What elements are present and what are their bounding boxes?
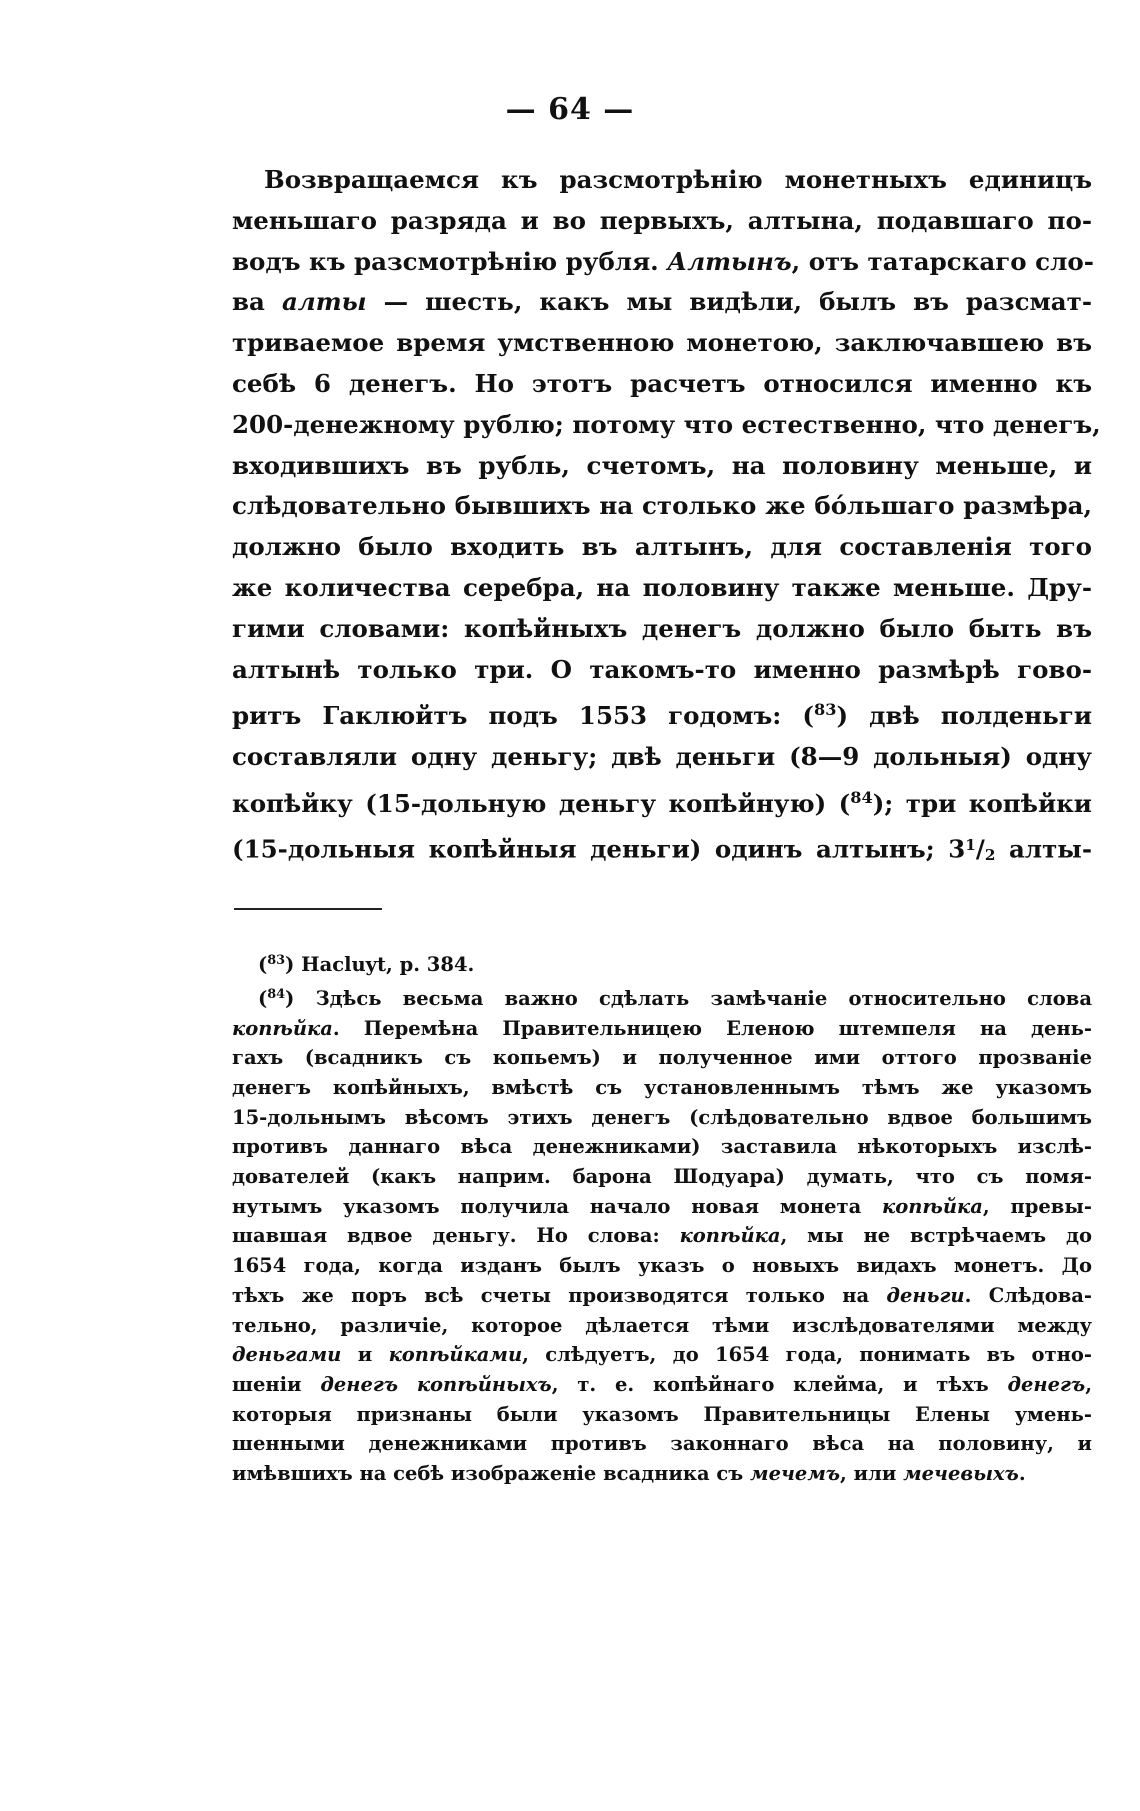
text-line: 200-денежному рублю; потому что естественно, что денегъ, [232,409,1101,439]
text-line: водъ къ разсмотрѣнію рубля. Алтынъ, отъ татарскаго сло- [232,246,1094,276]
text-line: ва алты — шесть, какъ мы видѣли, былъ въ разсмат- [232,287,1092,317]
footnote-line: которыя признаны были указомъ Правительницы Елены умень- [232,1402,1092,1426]
footnote-line: шенными денежниками противъ законнаго вѣса на половину, и [232,1432,1092,1456]
footnote-line: ($^{83}$) Hacluyt, p. 384. [258,953,475,977]
text-line: слѣдовательно бывшихъ на столько же бóльшаго размѣра, [232,491,1092,521]
text-line: входившихъ въ рубль, счетомъ, на половину меньше, и [232,450,1092,480]
footnote-line: шеніи денегъ копѣйныхъ, т. е. копѣйнаго клейма, и тѣхъ денегъ, [232,1373,1092,1396]
page-number: — 64 — [505,92,635,127]
text-line: себѣ 6 денегъ. Но этотъ расчетъ относился именно къ [232,368,1092,398]
fraction-slash: / [975,834,985,864]
italic-term: Алтынъ [667,246,792,276]
text-line: триваемое время умственною монетою, заключавшею въ [232,328,1092,358]
fraction-denominator: 2 [984,845,996,864]
text-line: должно было входить въ алтынъ, для составленія того [232,532,1092,562]
text-line: ритъ Гаклюйтъ подъ 1553 годомъ: ($^{83}$) двѣ полденьги [232,700,1092,731]
text-line: составляли одну деньгу; двѣ деньги (8—9 дольныя) одну [232,742,1092,772]
footnote-line: нутымъ указомъ получила начало новая монета копѣйка, превы- [232,1194,1092,1218]
footnote-line: шавшая вдвое деньгу. Но слова: копѣйка, мы не встрѣчаемъ до [232,1224,1092,1248]
text-line: меньшаго разряда и во первыхъ, алтына, подавшаго по- [232,205,1092,235]
footnotes [232,946,1092,1489]
footnote-line: деньгами и копѣйками, слѣдуетъ, до 1654 года, понимать въ отно- [232,1343,1093,1367]
footnote-line: дователей (какъ наприм. барона Шодуара) думать, что съ помя- [232,1165,1092,1189]
text-line: же количества серебра, на половину также меньше. Дру- [232,572,1092,602]
footnote-line: копѣйка. Перемѣна Правительницею Еленою штемпеля на день- [232,1016,1092,1040]
fraction-numerator: 1 [965,835,976,854]
footnote-line: 15-дольнымъ вѣсомъ этихъ денегъ (слѣдовательно вдвое большимъ [232,1105,1092,1129]
footnote-line: 1654 года, когда изданъ былъ указъ о новыхъ видахъ монетъ. До [232,1254,1092,1278]
footnote-marker: 83 [267,953,286,968]
text-line: копѣйку (15-дольную деньгу копѣйную) ($^{84}$); три копѣйки [232,787,1092,818]
text-line: Возвращаемся къ разсмотрѣнію монетныхъ единицъ [264,165,1092,194]
footnote-84 [232,980,1092,1489]
footnote-line: имѣвшихъ на себѣ изображеніе всадника съ мечемъ, или мечевыхъ. [232,1462,1026,1486]
footnote-divider [234,908,382,910]
footnote-line: денегъ копѣйныхъ, вмѣстѣ съ установленнымъ тѣмъ же указомъ [232,1075,1092,1099]
footnote-marker: 84 [267,986,286,1002]
footnote-line: противъ даннаго вѣса денежниками) заставила нѣкоторыхъ изслѣ- [232,1135,1092,1159]
footnote-line: ($^{84}$) Здѣсь весьма важно сдѣлать замѣчаніе относительно слова [258,986,1092,1010]
footnote-line: тѣхъ же поръ всѣ счеты производятся только на деньги. Слѣдова- [232,1283,1092,1307]
footnote-line: гахъ (всадникъ съ копьемъ) и полученное ими оттого прозваніе [232,1046,1092,1070]
main-text [232,160,1101,875]
text-line: алтынѣ только три. О такомъ-то именно размѣрѣ гово- [232,654,1092,684]
text-line: (15-дольныя копѣйныя деньги) одинъ алтынъ; $3^1/2$ алты- [232,834,1093,864]
italic-term: алты [281,287,367,317]
footnote-ref-83: 83 [813,700,837,720]
footnote-line: тельно, различіе, которое дѣлается тѣми изслѣдователями между [232,1313,1092,1337]
footnote-ref-84: 84 [850,787,873,807]
text-line: гими словами: копѣйныхъ денегъ должно было быть въ [232,613,1092,643]
footnote-83 [232,946,1092,980]
